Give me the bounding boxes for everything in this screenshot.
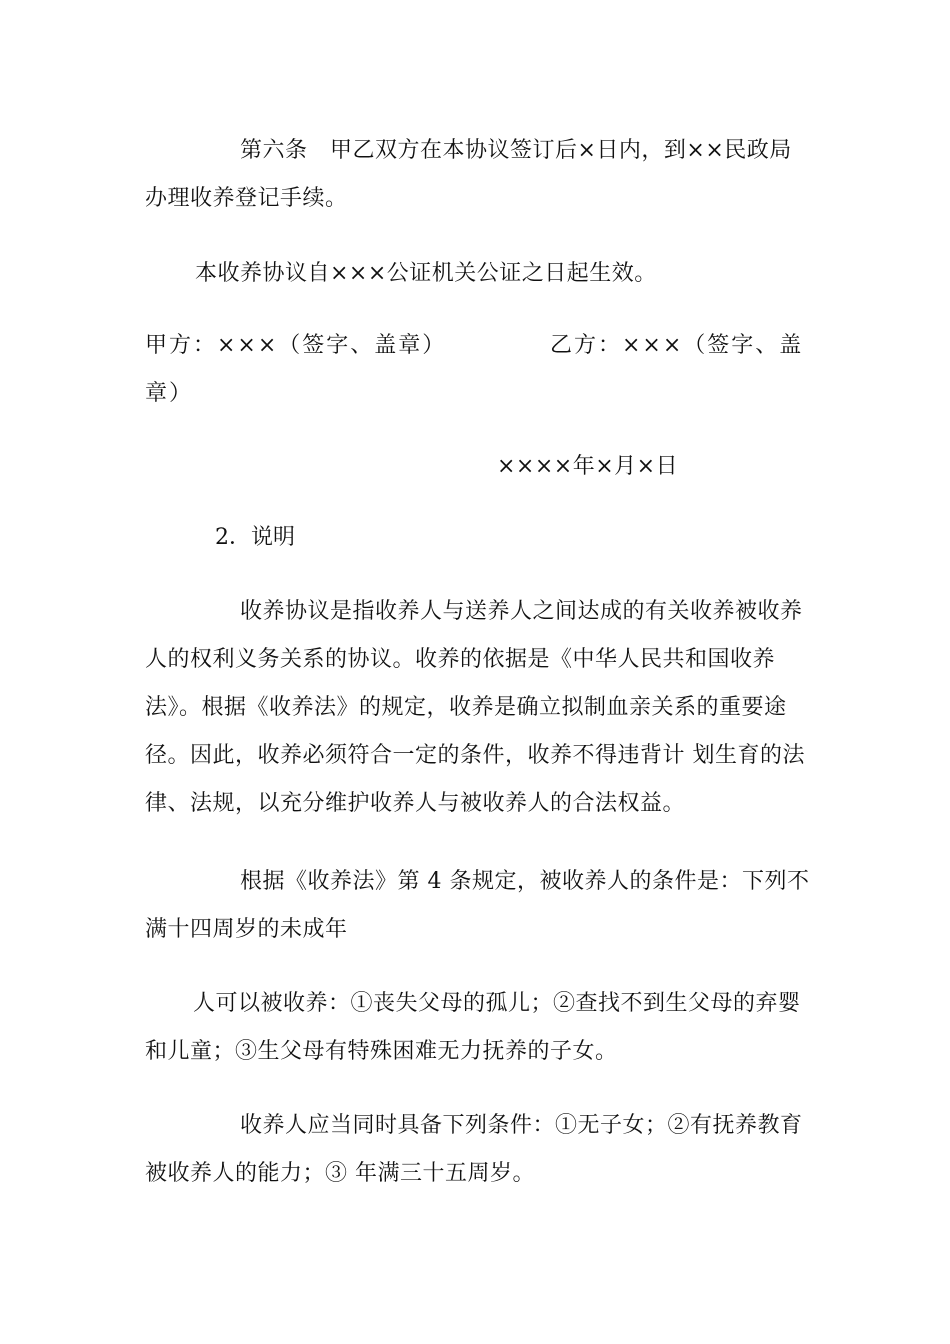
adoptee-conditions-paragraph [145, 980, 810, 1076]
explanation-line-1: 收养协议是指收养人与送养人之间达成的有关收养被收养 [240, 599, 803, 624]
party-b-signature: 乙方：×××（签字、盖 [550, 333, 804, 358]
effective-clause-text: 本收养协议自×××公证机关公证之日起生效。 [195, 261, 657, 286]
article-six-line-1: 第六条 甲乙双方在本协议签订后×日内，到××民政局 [240, 138, 792, 163]
adopter-conditions-line-2: 被收养人的能力；③ 年满三十五周岁。 [145, 1161, 535, 1186]
article-six-paragraph [145, 127, 810, 223]
explanation-line-3: 法》。根据《收养法》的规定，收养是确立拟制血亲关系的重要途 [145, 695, 787, 720]
adopter-conditions-line-1: 收养人应当同时具备下列条件：①无子女；②有抚养教育 [240, 1113, 803, 1138]
explanation-line-2: 人的权利义务关系的协议。收养的依据是《中华人民共和国收养 [145, 647, 776, 672]
explanation-paragraph [145, 588, 810, 828]
article-four-paragraph [145, 858, 810, 954]
article-four-line-1: 根据《收养法》第 4 条规定，被收养人的条件是：下列不 [240, 869, 810, 894]
article-six-line-2: 办理收养登记手续。 [145, 186, 348, 211]
explanation-line-5: 律、法规，以充分维护收养人与被收养人的合法权益。 [145, 791, 686, 816]
adoptee-conditions-line-1: 人可以被收养：①丧失父母的孤儿；②查找不到生父母的弃婴 [193, 991, 801, 1016]
adopter-conditions-paragraph [145, 1102, 810, 1198]
party-b-signature-wrap: 章） [145, 381, 194, 406]
signing-date: ××××年×月×日 [497, 454, 679, 479]
effective-clause [145, 250, 810, 298]
explanation-line-4: 径。因此，收养必须符合一定的条件，收养不得违背计 划生育的法 [145, 743, 805, 768]
section-heading: 2．说明 [215, 525, 295, 550]
party-a-signature: 甲方：×××（签字、盖章） [145, 333, 447, 358]
article-four-line-2: 满十四周岁的未成年 [145, 917, 348, 942]
adoptee-conditions-line-2: 和儿童；③生父母有特殊困难无力抚养的子女。 [145, 1039, 618, 1064]
